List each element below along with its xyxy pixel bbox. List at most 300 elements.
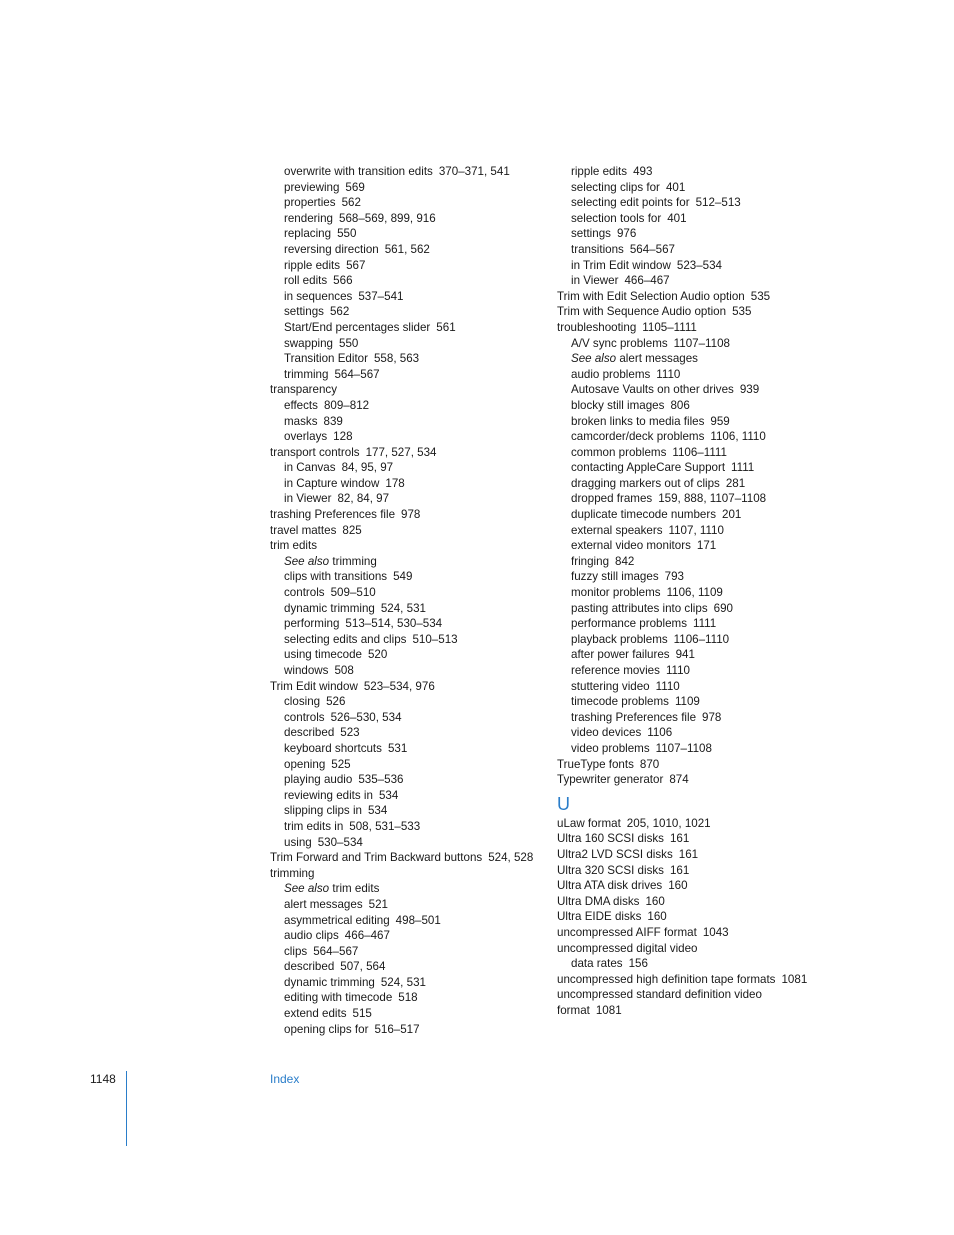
index-subentry (270, 881, 550, 897)
index-subentry (557, 476, 847, 492)
index-term: opening clips for (284, 1022, 369, 1036)
index-term: uncompressed AIFF format (557, 925, 697, 939)
index-column-left (270, 164, 550, 1037)
page-reference: 1111 (731, 461, 755, 475)
index-term: dynamic trimming (284, 975, 375, 989)
index-subentry (270, 460, 550, 476)
index-term: trimming (332, 554, 377, 568)
index-entry (557, 304, 847, 320)
index-term: trim edits (270, 539, 318, 553)
page-reference: 526–530, 534 (330, 710, 402, 724)
page-reference: 870 (639, 757, 660, 771)
index-term: alert messages (619, 352, 698, 366)
index-entry (557, 987, 847, 1003)
index-term: playing audio (284, 773, 353, 787)
page-reference: 524, 531 (380, 601, 426, 615)
index-term: in Trim Edit window (571, 258, 671, 272)
page-reference: 160 (668, 879, 688, 893)
index-term: asymmetrical editing (284, 913, 390, 927)
page-reference: 521 (368, 897, 388, 911)
index-subentry (270, 289, 550, 305)
page-reference: 1043 (702, 925, 729, 939)
page-reference: 530–534 (317, 835, 363, 849)
index-subentry (270, 725, 550, 741)
index-term: external speakers (571, 523, 663, 537)
index-term: overlays (284, 430, 328, 444)
page-reference: 535–536 (358, 773, 404, 787)
index-subentry (557, 663, 847, 679)
page-reference: 160 (645, 894, 665, 908)
index-term: video devices (571, 726, 642, 740)
index-subentry (270, 211, 550, 227)
index-term: data rates (571, 957, 623, 971)
index-term: video problems (571, 741, 650, 755)
page-reference: 558, 563 (373, 352, 420, 366)
index-subentry (557, 258, 847, 274)
index-term: ripple edits (571, 165, 628, 178)
index-subentry (270, 585, 550, 601)
index-entry (557, 816, 847, 832)
index-subentry (270, 258, 550, 274)
index-subentry (557, 414, 847, 430)
index-subentry (270, 1022, 550, 1038)
page-reference: 156 (628, 957, 648, 971)
index-subentry (270, 632, 550, 648)
page-reference: 531 (387, 741, 408, 755)
index-term: audio clips (284, 929, 339, 943)
index-subentry (270, 741, 550, 757)
index-term: in Viewer (284, 492, 332, 506)
page-reference: 534 (367, 804, 388, 818)
index-subentry (557, 710, 847, 726)
index-subentry (557, 164, 847, 180)
index-term: previewing (284, 180, 340, 194)
index-term: settings (571, 227, 611, 241)
footer-divider (126, 1071, 127, 1146)
index-subentry (270, 414, 550, 430)
page-reference: 370–371, 541 (438, 165, 510, 178)
index-term: Ultra 160 SCSI disks (557, 832, 664, 846)
index-subentry (270, 491, 550, 507)
page-reference: 508, 531–533 (349, 819, 421, 833)
index-term: dragging markers out of clips (571, 476, 720, 490)
index-subentry (270, 476, 550, 492)
index-term: replacing (284, 227, 332, 241)
page-reference: 128 (333, 430, 353, 444)
index-subentry (557, 180, 847, 196)
page-reference: 84, 95, 97 (341, 461, 394, 475)
page-reference: 562 (329, 305, 350, 319)
page-reference: 513–514, 530–534 (345, 617, 443, 631)
page-reference: 1106, 1110 (710, 430, 766, 444)
index-term: properties (284, 196, 336, 210)
page-reference: 1106–1110 (673, 632, 730, 646)
page-reference: 507, 564 (340, 960, 386, 974)
page-reference: 498–501 (395, 913, 441, 927)
index-term: transport controls (270, 445, 360, 459)
index-subentry (557, 429, 847, 445)
page-reference: 567 (346, 258, 366, 272)
index-term: described (284, 726, 335, 740)
index-term: Transition Editor (284, 352, 368, 366)
page-reference: 562 (341, 196, 361, 210)
page-reference: 523–534, 976 (363, 679, 435, 693)
index-term: reversing direction (284, 242, 379, 256)
index-term: roll edits (284, 274, 328, 288)
page-reference: 171 (696, 539, 717, 553)
index-term: extend edits (284, 1007, 347, 1021)
page-reference: 1107–1108 (673, 336, 730, 350)
index-term: uncompressed digital video (557, 941, 698, 955)
index-subentry (557, 741, 847, 757)
index-term: using (284, 835, 312, 849)
index-subentry (270, 772, 550, 788)
index-term: clips (284, 944, 308, 958)
page-reference: 842 (615, 554, 635, 568)
index-term: Ultra DMA disks (557, 894, 640, 908)
index-term: clips with transitions (284, 570, 388, 584)
index-term: transparency (270, 383, 338, 397)
index-term: audio problems (571, 367, 651, 381)
index-subentry (270, 819, 550, 835)
index-term: after power failures (571, 648, 670, 662)
index-term: in Viewer (571, 274, 619, 288)
index-subentry (557, 694, 847, 710)
page-reference: 177, 527, 534 (365, 445, 437, 459)
page-reference: 564–567 (629, 242, 675, 256)
index-subentry (270, 554, 550, 570)
page-reference: 839 (323, 414, 343, 428)
index-subentry (557, 491, 847, 507)
index-term: keyboard shortcuts (284, 741, 382, 755)
index-term: transitions (571, 242, 624, 256)
page-reference: 1110 (656, 367, 681, 381)
index-subentry (557, 725, 847, 741)
index-subentry (270, 242, 550, 258)
index-term: pasting attributes into clips (571, 601, 708, 615)
index-term: duplicate timecode numbers (571, 508, 717, 522)
index-subentry (557, 398, 847, 414)
index-term: trashing Preferences file (571, 710, 697, 724)
index-term: rendering (284, 211, 333, 225)
page-reference: 520 (367, 648, 388, 662)
index-term: controls (284, 710, 325, 724)
page-reference: 466–467 (624, 274, 670, 288)
index-term: effects (284, 398, 318, 412)
index-subentry (557, 460, 847, 476)
index-subentry (557, 351, 847, 367)
index-term: editing with timecode (284, 991, 393, 1005)
index-subentry (270, 1006, 550, 1022)
page-reference: 205, 1010, 1021 (626, 816, 711, 830)
index-term: described (284, 960, 335, 974)
index-term: Trim with Edit Selection Audio option (557, 289, 745, 303)
index-term: Trim Edit window (270, 679, 358, 693)
page-reference: 978 (702, 710, 722, 724)
page-reference: 1081 (595, 1003, 622, 1017)
page-reference: 161 (678, 847, 699, 861)
page-reference: 550 (339, 336, 359, 350)
page-reference: 566 (333, 274, 353, 288)
index-subentry (270, 975, 550, 991)
index-entry (557, 878, 847, 894)
index-subentry (557, 367, 847, 383)
index-subentry (270, 897, 550, 913)
index-subentry (557, 195, 847, 211)
index-subentry (270, 757, 550, 773)
index-term: trashing Preferences file (270, 508, 396, 522)
index-subentry (270, 990, 550, 1006)
index-column-right (557, 164, 847, 1018)
index-term: in Canvas (284, 461, 336, 475)
page-reference: 1107, 1110 (668, 523, 724, 537)
page-reference: 561, 562 (384, 242, 430, 256)
page-reference: 1109 (674, 695, 700, 709)
index-term: trimming (270, 866, 315, 880)
index-term: windows (284, 664, 329, 677)
index-entry (270, 538, 550, 554)
index-term: alert messages (284, 897, 363, 911)
page-reference: 941 (675, 648, 695, 662)
index-term: Ultra 320 SCSI disks (557, 863, 664, 877)
index-term: masks (284, 414, 318, 428)
index-term: Ultra EIDE disks (557, 910, 642, 924)
index-entry (557, 909, 847, 925)
index-subentry (270, 647, 550, 663)
index-subentry (557, 647, 847, 663)
index-term: common problems (571, 445, 667, 459)
page-reference: 825 (342, 523, 362, 537)
page-reference: 1106 (647, 726, 673, 740)
index-subentry (270, 398, 550, 414)
index-subentry (270, 616, 550, 632)
index-term: selecting edit points for (571, 196, 690, 210)
page-reference: 534 (378, 788, 399, 802)
index-entry (557, 772, 847, 788)
page-reference: 525 (331, 757, 351, 771)
page-reference: 523 (340, 726, 360, 740)
index-term: TrueType fonts (557, 757, 634, 771)
index-subentry (557, 616, 847, 632)
index-entry (270, 507, 550, 523)
page-number: 1148 (90, 1072, 116, 1086)
index-subentry (270, 928, 550, 944)
index-term: trimming (284, 367, 329, 381)
page-reference: 939 (739, 383, 760, 397)
index-entry (557, 863, 847, 879)
index-term: slipping clips in (284, 804, 362, 818)
index-subentry (557, 956, 847, 972)
index-entry (557, 320, 847, 336)
index-subentry (557, 507, 847, 523)
page-reference: 1110 (665, 664, 691, 677)
index-subentry (270, 304, 550, 320)
index-entry (557, 1003, 847, 1019)
index-term: Autosave Vaults on other drives (571, 383, 734, 397)
see-also-label: See also (284, 882, 330, 896)
index-term: opening (284, 757, 326, 771)
index-term: broken links to media files (571, 414, 705, 428)
page-reference: 959 (710, 414, 730, 428)
index-term: Ultra2 LVD SCSI disks (557, 847, 673, 861)
index-subentry (270, 788, 550, 804)
index-term: blocky still images (571, 398, 665, 412)
index-term: controls (284, 586, 325, 600)
index-term: performance problems (571, 617, 687, 631)
index-subentry (270, 367, 550, 383)
index-term: ripple edits (284, 258, 341, 272)
page-reference: 1106–1111 (672, 445, 727, 459)
page-reference: 160 (647, 910, 667, 924)
index-term: timecode problems (571, 695, 669, 709)
page-reference: 526 (326, 695, 346, 709)
page-reference: 535 (732, 305, 752, 319)
page-reference: 178 (385, 476, 405, 490)
index-entry (557, 831, 847, 847)
index-subentry (270, 663, 550, 679)
index-entry (557, 847, 847, 863)
index-entry (270, 382, 550, 398)
page-reference: 509–510 (330, 586, 376, 600)
index-entry (270, 523, 550, 539)
index-entry (557, 289, 847, 305)
index-subentry (270, 164, 550, 180)
page-reference: 564–567 (313, 944, 359, 958)
index-letter-heading: U (557, 793, 570, 814)
page-reference: 524, 531 (380, 975, 426, 989)
index-term: overwrite with transition edits (284, 165, 433, 178)
index-subentry (557, 585, 847, 601)
index-term: closing (284, 695, 321, 709)
index-term: uncompressed high definition tape formats (557, 972, 776, 986)
page-reference: 1106, 1109 (666, 586, 723, 600)
index-term: reviewing edits in (284, 788, 373, 802)
page-reference: 524, 528 (488, 851, 534, 865)
index-subentry (557, 211, 847, 227)
index-subentry (270, 226, 550, 242)
index-entry (557, 972, 847, 988)
page-reference: 550 (337, 227, 357, 241)
index-term: trim edits (332, 882, 380, 896)
page-reference: 549 (393, 570, 413, 584)
index-term: A/V sync problems (571, 336, 668, 350)
page-reference: 281 (725, 476, 746, 490)
index-subentry (270, 601, 550, 617)
page-reference: 564–567 (334, 367, 380, 381)
index-subentry (557, 445, 847, 461)
index-entry (557, 757, 847, 773)
index-term: selection tools for (571, 211, 662, 225)
index-term: trim edits in (284, 819, 344, 833)
index-term: travel mattes (270, 523, 337, 537)
page-reference: 515 (352, 1007, 372, 1021)
index-term: dropped frames (571, 492, 653, 506)
index-term: Ultra ATA disk drives (557, 879, 663, 893)
index-term: uncompressed standard definition video (557, 988, 762, 1002)
index-subentry (270, 320, 550, 336)
footer-section-label: Index (270, 1072, 300, 1086)
index-subentry (557, 554, 847, 570)
page-reference: 523–534 (676, 258, 723, 272)
index-term: performing (284, 617, 340, 631)
page-reference: 793 (664, 570, 684, 584)
index-subentry (557, 538, 847, 554)
page-reference: 159, 888, 1107–1108 (658, 492, 767, 506)
page-reference: 161 (669, 832, 690, 846)
index-subentry (270, 944, 550, 960)
index-subentry (557, 569, 847, 585)
index-subentry (270, 351, 550, 367)
index-term: Trim Forward and Trim Backward buttons (270, 851, 483, 865)
index-term: reference movies (571, 664, 660, 677)
page-reference: 518 (398, 991, 418, 1005)
index-entry (270, 850, 550, 866)
index-entry (270, 679, 550, 695)
index-subentry (557, 242, 847, 258)
index-subentry (270, 429, 550, 445)
page-reference: 1110 (655, 679, 680, 693)
page-reference: 978 (401, 508, 421, 522)
index-subentry (270, 803, 550, 819)
see-also-label: See also (284, 554, 330, 568)
index-term: uLaw format (557, 816, 621, 830)
index-term: Start/End percentages slider (284, 320, 431, 334)
index-subentry (557, 679, 847, 695)
index-term: playback problems (571, 632, 668, 646)
index-term: fuzzy still images (571, 570, 659, 584)
index-term: troubleshooting (557, 320, 637, 334)
index-subentry (270, 180, 550, 196)
page-reference: 976 (616, 227, 637, 241)
index-subentry (270, 336, 550, 352)
index-subentry (270, 959, 550, 975)
index-subentry (557, 382, 847, 398)
page-reference: 161 (669, 863, 690, 877)
page-reference: 537–541 (358, 289, 404, 303)
index-term: fringing (571, 554, 610, 568)
page-reference: 690 (713, 601, 733, 615)
index-term: swapping (284, 336, 333, 350)
page-reference: 535 (750, 289, 771, 303)
index-subentry (557, 632, 847, 648)
index-term: Trim with Sequence Audio option (557, 305, 727, 319)
page-reference: 568–569, 899, 916 (339, 211, 436, 225)
index-entry (557, 894, 847, 910)
index-entry (270, 866, 550, 882)
index-term: Typewriter generator (557, 773, 664, 787)
index-subentry (270, 195, 550, 211)
page-reference: 806 (670, 398, 690, 412)
index-term: using timecode (284, 648, 362, 662)
index-term: contacting AppleCare Support (571, 461, 726, 475)
index-subentry (270, 710, 550, 726)
page-reference: 1081 (781, 972, 808, 986)
index-term: selecting clips for (571, 180, 660, 194)
page-reference: 1107–1108 (655, 741, 712, 755)
index-term: stuttering video (571, 679, 650, 693)
page-reference: 466–467 (344, 929, 390, 943)
index-term: selecting edits and clips (284, 632, 407, 646)
index-subentry (270, 569, 550, 585)
page-reference: 516–517 (374, 1022, 420, 1036)
index-term: format (557, 1003, 590, 1017)
index-term: in Capture window (284, 476, 380, 490)
index-subentry (270, 273, 550, 289)
page-reference: 510–513 (412, 632, 458, 646)
index-term: external video monitors (571, 539, 691, 553)
index-subentry (557, 523, 847, 539)
page-reference: 201 (722, 508, 742, 522)
